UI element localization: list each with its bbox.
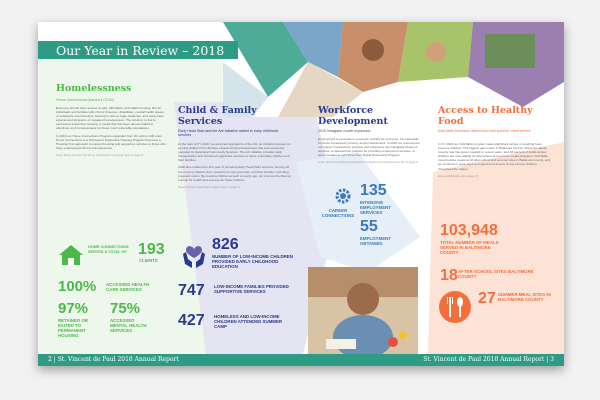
retained-label: RETAINED OR EXITED TO PERMANENT HOUSING [58, 318, 88, 338]
workforce-para-1: Employment is essential to economic mobility for everyone, but especially for those impacted by poverty and homelessness. In 2018 we restructured our Career Connections program and adopted a new Navigator Model of services, a national best practice for providing employment services, to serve families in our Home Door Rapid Rehousing Program. [318, 137, 420, 158]
supportive-label: LOW-INCOME FAMILIES PROVIDED SUPPORTIVE SERVICES [214, 284, 289, 294]
house-icon [58, 244, 84, 266]
child-family-para-2: 2018 also marked the first year of providing Early Head Start services, serving 18 low-income children from newborns to two-year-olds, and their families, including pregnant moms. By meeting children at such an early age, we improve the lifelong outlook for health and success for these children. [178, 165, 291, 182]
obtained-label: EMPLOYMENT OBTAINED [360, 236, 391, 246]
child-family-para-1: At the start of FY 2018, we assumed operations of the Ark, an initiative focused on serving children from families experiencing homelessness that was previously operated by Episcopal Community Services. The Ark initiative provides daily transportation and enhanced supportive services to these vulnerable children and their families. [178, 142, 291, 163]
homelessness-subtitle: Home Connections (started in 2016) [56, 98, 114, 102]
health-label: ACCESSED HEALTH CARE SERVICES [106, 282, 150, 292]
summer-label: SUMMER MEAL SITES IN BALTIMORE COUNTY [498, 292, 551, 302]
retained-number: 97% [58, 300, 89, 317]
gear-icon [334, 187, 352, 205]
annual-report-spread [38, 22, 564, 366]
food-title: Access to Healthy Food [438, 105, 533, 127]
left-footer-text: St. Vincent de Paul 2018 Annual Report [57, 356, 179, 363]
meals-label: TOTAL NUMBER OF MEALS SERVED IN BALTIMORE COUNTY [440, 240, 499, 255]
food-link[interactable]: Meet a KidsTable client (page 7) [438, 173, 479, 178]
workforce-link[interactable]: Learn how our workforce development program has transformed a life on page 8. [318, 160, 419, 165]
child-family-subtitle: Early Head Start and the Ark Initiative added to early childhood services [178, 129, 278, 137]
homelessness-link[interactable]: Learn about how we'll be Home Connections as giving back on page 6. [56, 152, 144, 157]
afterschool-number: 18 [440, 267, 458, 284]
food-para-1: In FY 2018 our KidsTable program made significant strides in reaching food-insecure children. The biggest game-term in Baltimore County, where the family poverty rate has grown steadily in recent years, and 43 percent of public-school children are now eligible for afterschool and summer meals programs. KidsTable now provides meals at 18 after-school and summer sites in Baltimore County, and we continue to seek ways to expand food access to low-income children throughout the region. [438, 142, 550, 171]
clients-number: 193 [138, 241, 165, 258]
classroom-scene [485, 34, 535, 68]
food-body [438, 142, 550, 178]
hands-heart-icon [181, 240, 207, 270]
right-page-number: 3 [550, 356, 554, 363]
mental-number: 75% [110, 300, 141, 317]
workforce-subtitle: 2018 Navigator model expansion [318, 129, 371, 133]
child-head [347, 283, 379, 315]
photo-collage [223, 22, 564, 117]
mental-label: ACCESSED MENTAL HEALTH SERVICES [110, 318, 147, 333]
person-face-1 [362, 39, 384, 61]
camp-label: HOMELESS AND LOW-INCOME CHILDREN ATTENDED SUMMER CAMP [214, 314, 283, 329]
employment-label: INTENSIVE EMPLOYMENT SERVICES [360, 200, 391, 215]
clients-pre-label: HOME CONNECTIONS SERVED A TOTAL OF [88, 245, 129, 254]
homelessness-title: Homelessness [56, 83, 132, 94]
paint-yellow [399, 331, 407, 339]
homelessness-para-2: In 2018 our Home Connections Program expanded from 40 units to 108 units. Home Connections is a Permanent Supportive Housing Program that uses a Housing First approach to expand housing and supportive services to those who have experienced chronic homelessness. [56, 133, 166, 150]
plate-utensils-icon [438, 290, 472, 324]
obtained-number: 55 [360, 218, 378, 235]
person-face-2 [426, 42, 446, 62]
meals-number: 103,948 [440, 222, 498, 239]
food-subtitle: KidsTable increases afterschool and summer meal service [438, 129, 531, 133]
workforce-body [318, 137, 423, 164]
clients-label: CLIENTS [139, 258, 158, 263]
footer-right: St. Vincent de Paul 2018 Annual Report | 3 [423, 356, 554, 363]
left-page-number: 2 [48, 356, 52, 363]
afterschool-label: AFTER-SCHOOL SITES BALTIMORE COUNTY [458, 269, 534, 279]
supportive-number: 747 [178, 282, 205, 299]
child-family-body [178, 142, 293, 189]
homelessness-para-1: Everyone should have access to safe, affordable, and stable housing. But for individuals and families with chronic illnesses, disabilities, mental health issues, or substance use disorders, housing is often a huge challenge, and many have experienced long-term or repeated homelessness. The solution: to link to permanent supportive housing, a model that has been demonstrated to effectively end homelessness for these most vulnerable populations. [56, 106, 165, 131]
summer-number: 27 [478, 290, 496, 307]
child-painting-photo [308, 267, 418, 354]
health-number: 100% [58, 278, 97, 295]
workforce-title: Workforce Development [318, 105, 388, 127]
employment-number: 135 [360, 182, 387, 199]
paper [326, 339, 356, 349]
homelessness-body [56, 106, 166, 157]
early-ed-label: NUMBER OF LOW-INCOME CHILDREN PROVIDED EARLY CHILDHOOD EDUCATION [212, 254, 293, 269]
footer-left: 2 | St. Vincent de Paul 2018 Annual Report [48, 356, 179, 363]
child-photo-svg [308, 267, 418, 354]
child-family-link[interactable]: Read a former Head Start student story on page 1 [178, 184, 241, 189]
collage-svg [223, 22, 564, 117]
right-footer-text: St. Vincent de Paul 2018 Annual Report [423, 356, 545, 363]
early-ed-number: 826 [212, 236, 239, 253]
career-connections-label: CAREER CONNECTIONS [321, 208, 355, 218]
paint-red [388, 337, 398, 347]
child-family-title: Child & Family Services [178, 105, 257, 127]
camp-number: 427 [178, 312, 205, 329]
page-title: Our Year in Review – 2018 [56, 43, 225, 58]
